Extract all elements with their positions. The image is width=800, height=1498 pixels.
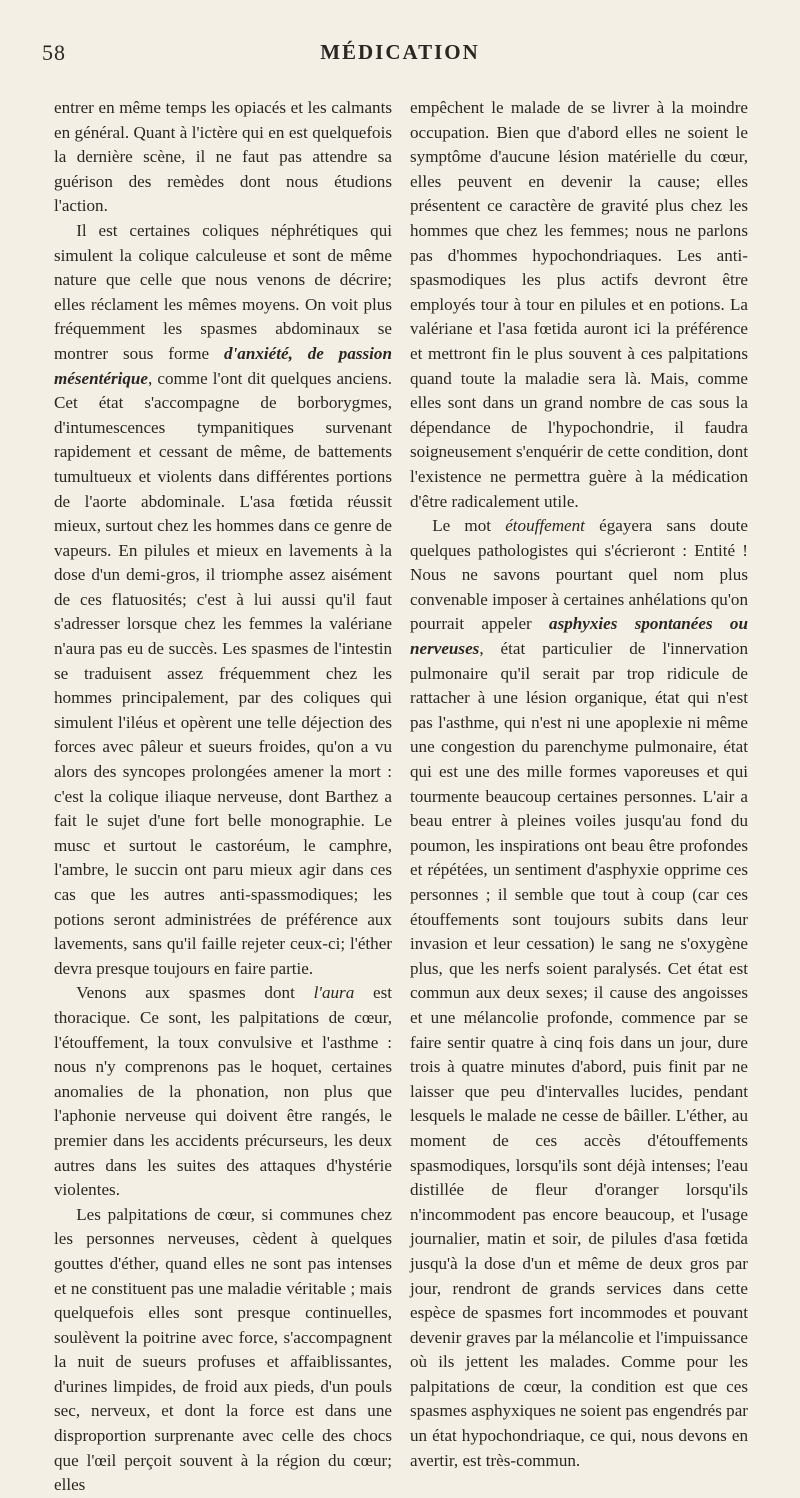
text-run: , état particulier de l'innervation pulmonaire qu'il serait par trop ridicule de rattacher à une lésion organique, état qui n'est pas l'asthme, qui n'est ni une apoplexie ni même une congestion du parenchyme pulmonaire, état qui est une des mille formes vaporeuses et qui tourmente beaucoup certaines personnes. L'air a beau entrer à pleines voiles jusqu'au fond du poumon, les inspirations ont beau être profondes et répétées, un sentiment d'asphyxie opprime ces personnes ; il semble que tout à coup (car ces étouffements sont toujours subits dans leur invasion et leur cessation) le sang ne s'oxygène plus, que les nerfs soient paralysés. Cet état est commun aux deux sexes; il cause des angoisses et une mélancolie profonde, commence par se faire sentir quatre à cinq fois dans un jour, dure trois à quatre minutes d'abord, puis finit par ne laisser que peu d'intervalles lucides, pendant lesquels le malade ne cesse de bâiller. L'éther, au moment de ces accès d'étouffements spasmodiques, lorsqu'ils sont déjà intenses; l'eau distillée de fleur d'oranger lorsqu'ils n'incommodent pas encore beaucoup, et l'usage journalier, matin et soir, de pilules d'asa fœtida jusqu'à la dose d'un et même de deux gros par jour, rendront de grands services dans cette espèce de spasmes fort incommodes et pouvant devenir graves par la mélancolie et l'impuissance où ils jettent les malades. Comme pour les palpitations de cœur, la condition est que ces spasmes asphyxiques ne soient pas engendrés par un état hypochondriaque, ce qui, nous devons en avertir, est très-commun. bbox=[410, 639, 748, 1470]
text-run: Il est certaines coliques néphrétiques qui simulent la colique calculeuse et sont de même nature que celle que nous venons de décrire; elles réclament les mêmes moyens. On voit plus fréquemment les spasmes abdominaux se montrer sous forme bbox=[54, 220, 392, 363]
right-column bbox=[410, 96, 748, 1473]
text-run: égayera sans doute quelques pathologistes qui s'écrieront : Entité ! Nous ne savons pourtant quel nom plus convenable imposer à certaines anhélations qu'on pourrait appeler bbox=[410, 516, 748, 634]
paragraph bbox=[410, 514, 748, 1473]
paragraph bbox=[54, 981, 392, 1202]
emphasis: asphyxies spontanées ou nerveuses bbox=[410, 614, 748, 659]
emphasis: l'aura bbox=[313, 983, 355, 1003]
page-number: 58 bbox=[42, 40, 66, 65]
emphasis: d'anxiété, de passion mésentérique bbox=[54, 343, 392, 388]
emphasis: étouffement bbox=[505, 516, 585, 536]
text-run: est thoracique. Ce sont, les palpitations de cœur, l'étouffement, la toux convulsive et l'asthme : nous n'y comprenons pas le hoquet, certaines anomalies de la phonation, non plus que l'aphonie nerveuse qui doivent être rangés, le premier dans les accidents précurseurs, les deux autres dans les suites des attaques d'hystérie violentes. bbox=[54, 983, 392, 1200]
paragraph: empêchent le malade de se livrer à la moindre occupation. Bien que d'abord elles ne soient le symptôme d'aucune lésion matérielle du cœur, elles peuvent en devenir la cause; elles présentent ce caractère de gravité plus chez les hommes que chez les femmes; nous ne parlons pas d'hommes hypochondriaques. Les anti-spasmodiques les plus actifs devront être employés tour à tour en pilules et en potions. La valériane et l'asa fœtida auront ici la préférence et mettront fin le plus souvent à ces palpitations quand toute la maladie sera là. Mais, comme elles sont dans un grand nombre de cas sous la dépendance de l'hypochondrie, il faudra soigneusement s'enquérir de cette condition, dont l'existence ne permettra guère à la médication d'être radicalement utile. bbox=[410, 98, 748, 511]
paragraph: entrer en même temps les opiacés et les calmants en général. Quant à l'ictère qui en est quelquefois la dernière scène, il ne faut pas attendre sa guérison des remèdes dont nous étudions l'action. bbox=[54, 98, 392, 216]
paragraph bbox=[54, 219, 392, 981]
page-header bbox=[0, 40, 800, 80]
text-run: Le mot bbox=[432, 516, 506, 536]
text-run: Venons aux spasmes dont bbox=[76, 983, 314, 1003]
left-column bbox=[54, 96, 392, 1498]
running-title: MÉDICATION bbox=[320, 40, 480, 64]
text-run: , comme l'ont dit quelques anciens. Cet état s'accompagne de borborygmes, d'intumescences tympanitiques survenant rapidement et cessant de même, de battements tumultueux et violents dans différentes portions de l'aorte abdominale. L'asa fœtida réussit mieux, surtout chez les hommes dans ce genre de vapeurs. En pilules et mieux en lavements à la dose d'un demi-gros, il triomphe assez aisément de ces flatuosités; c'est à lui aussi qu'il faut s'adresser lorsque chez les femmes la valériane n'aura pas eu de succès. Les spasmes de l'intestin se traduisent assez fréquemment chez les hommes principalement, par des coliques qui simulent l'iléus et opèrent une telle déjection des forces avec pâleur et sueurs froides, qu'on a vu alors des syncopes prolongées amener la mort : c'est la colique iliaque nerveuse, dont Barthez a fait le sujet d'une fort belle monographie. Le musc et surtout le castoréum, le camphre, l'ambre, le succin ont paru mieux agir dans ces cas que les autres anti-spassmodiques; les potions seront administrées de préférence aux lavements, sans qu'il faille rejeter ceux-ci; l'éther devra presque toujours en faire partie. bbox=[54, 368, 392, 978]
paragraph: Les palpitations de cœur, si communes chez les personnes nerveuses, cèdent à quelques gouttes d'éther, quand elles ne sont pas intenses et ne constituent pas une maladie véritable ; mais quelquefois elles sont presque continuelles, soulèvent la poitrine avec force, s'accompagnent la nuit de sueurs profuses et affaiblissantes, d'urines limpides, de froid aux pieds, d'un pouls sec, nerveux, et dont la force est dans une disproportion surprenante avec celle des chocs que l'œil perçoit souvent à la région du cœur; elles bbox=[54, 1204, 392, 1495]
